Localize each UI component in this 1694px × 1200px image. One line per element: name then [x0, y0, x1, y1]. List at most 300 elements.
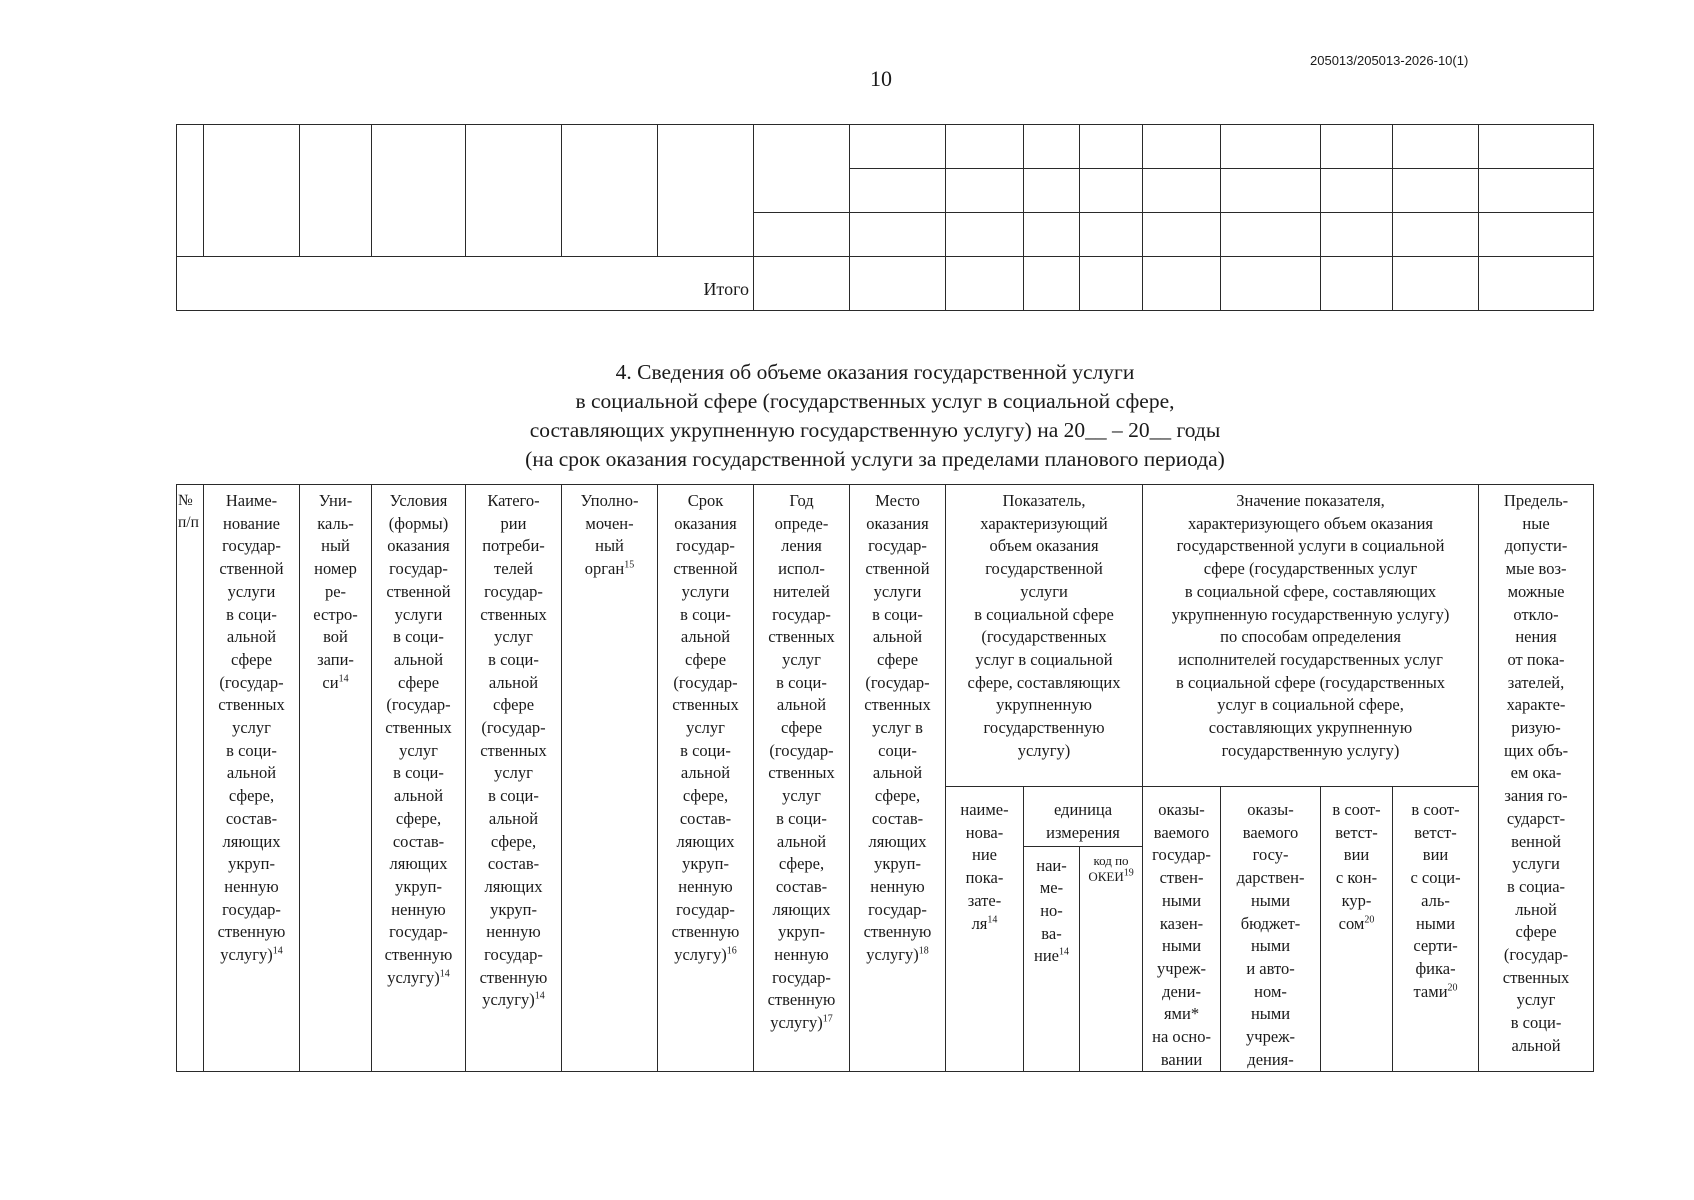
header-text: ный: [321, 536, 350, 556]
header-text: опреде-: [774, 513, 829, 533]
header-text: альной: [393, 786, 444, 806]
header-text-line: [466, 785, 561, 808]
header-text-line: [754, 876, 849, 899]
header-text: си: [322, 672, 339, 692]
header-text: государ-: [1152, 845, 1211, 865]
header-text: Наиме-: [225, 491, 278, 510]
header-text: ненную: [224, 876, 279, 896]
header-text-line: [204, 604, 299, 627]
header-text-line: [850, 694, 945, 717]
header-text: ными: [1250, 1004, 1291, 1024]
header-text: услуг: [686, 718, 725, 738]
header-text-line: [300, 626, 371, 649]
header-text: ные: [1522, 513, 1550, 533]
header-text: ными: [1161, 890, 1202, 910]
header-text: в соци-: [488, 649, 539, 669]
header-text-line: [204, 649, 299, 672]
header-text-line: [1393, 890, 1478, 913]
header-text: пока-: [965, 868, 1004, 888]
header-text: сфере (государственных услуг: [1203, 559, 1418, 579]
header-text: (государ-: [219, 672, 284, 692]
header-text: вой: [323, 627, 348, 647]
header-text-line: [372, 762, 465, 785]
header-text: ме-: [1039, 878, 1064, 898]
header-text: исполнителей государственных услуг: [1178, 649, 1443, 669]
header-text-line: [850, 672, 945, 695]
section-title-line: в социальной сфере (государственных услуг в социальной сфере,: [575, 389, 1175, 413]
header-text-line: [1321, 913, 1392, 936]
header-text-line: [1221, 913, 1320, 936]
header-text-line: [204, 535, 299, 558]
header-text: (формы): [388, 513, 449, 533]
header-value-kazennye: [1143, 787, 1221, 1072]
header-text-line: [300, 490, 371, 513]
header-text: Значение показателя,: [1236, 491, 1385, 510]
header-text-line: [754, 626, 849, 649]
header-text-line: [754, 581, 849, 604]
header-text-line: [946, 558, 1142, 581]
header-text-line: [1393, 822, 1478, 845]
header-text-line: [658, 513, 753, 536]
header-text: в соот-: [1332, 800, 1381, 819]
header-text-line: [850, 604, 945, 627]
header-text-line: [1479, 921, 1593, 944]
header-text: услугу): [866, 945, 919, 965]
header-text-line: [1479, 694, 1593, 717]
header-text: состав-: [487, 854, 540, 874]
header-text-line: [1143, 913, 1220, 936]
header-text-line: [850, 899, 945, 922]
header-text-line: [658, 672, 753, 695]
header-text-line: [946, 822, 1023, 845]
header-text-line: [658, 490, 753, 513]
header-text: измерения: [1046, 822, 1120, 842]
header-text: ственных: [672, 695, 739, 715]
header-text-line: [1024, 799, 1142, 822]
header-text-line: [1143, 558, 1478, 581]
header-text: (государ-: [865, 672, 930, 692]
header-text-line: [372, 740, 465, 763]
header-text: единица: [1053, 800, 1113, 819]
header-text-line: [1479, 626, 1593, 649]
header-text-line: [1221, 981, 1320, 1004]
table-row: [177, 257, 1594, 311]
header-text: государ-: [389, 922, 448, 942]
header-text-line: [466, 740, 561, 763]
header-text-line: [850, 831, 945, 854]
header-text-line: [372, 944, 465, 967]
header-text-line: [178, 512, 203, 534]
header-text-line: [946, 913, 1023, 936]
header-text-line: [372, 853, 465, 876]
header-text: ственную: [384, 945, 453, 965]
header-text: в соци-: [226, 740, 277, 760]
header-text: ственных: [218, 695, 285, 715]
header-text: сфере,: [682, 786, 729, 806]
header-text-line: [1143, 694, 1478, 717]
header-service-name: [204, 485, 300, 1072]
header-year: [754, 485, 850, 1072]
header-text-line: [466, 876, 561, 899]
header-text-line: [1479, 717, 1593, 740]
header-text: тами: [1413, 981, 1448, 1001]
header-text-line: [466, 490, 561, 513]
header-text-line: [1393, 799, 1478, 822]
header-text: естро-: [313, 604, 358, 624]
header-text-line: [1143, 604, 1478, 627]
header-text-line: [658, 899, 753, 922]
header-text-line: [754, 649, 849, 672]
header-text-line: [1143, 822, 1220, 845]
header-text-line: [372, 558, 465, 581]
header-text: ственную: [767, 990, 836, 1010]
header-text-line: [658, 944, 753, 967]
header-text-line: [658, 853, 753, 876]
header-text-line: [850, 740, 945, 763]
header-text: (государ-: [673, 672, 738, 692]
header-text: номер: [314, 559, 357, 579]
header-text: услуг: [494, 763, 533, 783]
header-text-line: [1143, 535, 1478, 558]
header-text-line: [300, 649, 371, 672]
header-text: серти-: [1413, 936, 1458, 956]
header-text-line: [946, 604, 1142, 627]
header-text: услуг в: [872, 718, 923, 738]
header-text: Срок: [687, 491, 724, 510]
header-value-group: [1143, 485, 1479, 787]
header-text-line: [658, 694, 753, 717]
header-text-line: [1321, 822, 1392, 845]
header-text-line: [754, 535, 849, 558]
header-text: объем оказания: [989, 536, 1099, 556]
header-text: ственных: [385, 718, 452, 738]
header-text: ном-: [1254, 981, 1287, 1001]
header-text-line: [204, 899, 299, 922]
header-text-line: [946, 694, 1142, 717]
header-text-line: [658, 876, 753, 899]
header-text-line: [466, 672, 561, 695]
header-text: характеризующего объем оказания: [1188, 513, 1433, 533]
header-text: сударст-: [1506, 808, 1566, 828]
header-text-line: [1143, 958, 1220, 981]
header-text-line: [204, 672, 299, 695]
header-text-line: [946, 867, 1023, 890]
header-text: соци-: [878, 740, 917, 760]
header-text: услуги: [227, 581, 276, 601]
header-text-line: [850, 921, 945, 944]
header-text: ственных: [480, 740, 547, 760]
header-text-line: [1143, 935, 1220, 958]
header-text: государ-: [484, 581, 543, 601]
header-text-line: [850, 558, 945, 581]
header-text-line: [300, 604, 371, 627]
header-text-line: [466, 944, 561, 967]
header-text-line: [372, 785, 465, 808]
header-text: услугу): [770, 1013, 823, 1033]
header-text-line: [1143, 890, 1220, 913]
header-text: по способам определения: [1220, 627, 1401, 647]
header-text: венной: [1511, 831, 1561, 851]
header-text: укруп-: [228, 854, 275, 874]
header-text: составляющих укрупненную: [1208, 718, 1413, 738]
header-text: ственной: [219, 559, 284, 579]
header-text-line: [658, 626, 753, 649]
header-text-line: [372, 535, 465, 558]
header-text: ненную: [678, 876, 733, 896]
header-text-line: [754, 672, 849, 695]
header-text: наиме-: [960, 800, 1009, 819]
header-text-line: [372, 513, 465, 536]
header-value-certificates: [1393, 787, 1479, 1072]
header-text-line: [204, 513, 299, 536]
header-unit-group: [1024, 787, 1143, 847]
header-text: учреж-: [1157, 958, 1207, 978]
header-text: запи-: [317, 649, 354, 669]
header-text: ля: [971, 913, 988, 933]
header-text: альной: [226, 763, 277, 783]
header-text-line: [1479, 513, 1593, 536]
section-title-line: (на срок оказания государственной услуги за пределами планового периода): [525, 447, 1225, 471]
header-text: государ-: [676, 899, 735, 919]
header-text: государ-: [772, 604, 831, 624]
header-text-line: [754, 717, 849, 740]
header-text-line: [850, 944, 945, 967]
header-text: Показатель,: [1002, 491, 1086, 510]
header-text: (государ-: [481, 718, 546, 738]
header-text: в соци-: [872, 604, 923, 624]
header-text-line: [754, 899, 849, 922]
header-text: оказы-: [1247, 800, 1294, 819]
table-row: [177, 125, 1594, 169]
header-text-line: [658, 717, 753, 740]
header-text: ОКЕИ: [1088, 868, 1124, 884]
header-text-line: [372, 717, 465, 740]
header-text: сфере: [397, 672, 440, 692]
header-text: сфере: [876, 649, 919, 669]
header-text-line: [1479, 853, 1593, 876]
header-text-line: [1221, 844, 1320, 867]
header-text: нителей: [773, 581, 830, 601]
header-text-line: [1221, 1003, 1320, 1026]
header-text-line: [850, 626, 945, 649]
header-text: государ-: [484, 945, 543, 965]
header-text: ными: [1250, 936, 1291, 956]
header-text: можные: [1507, 581, 1565, 601]
header-text: ветст-: [1414, 822, 1457, 842]
header-text-line: [1479, 808, 1593, 831]
footnote-ref: 14: [439, 968, 450, 980]
header-text: укруп-: [874, 854, 921, 874]
header-text-line: [562, 490, 657, 513]
header-text: альной: [680, 627, 731, 647]
header-text-line: [1393, 935, 1478, 958]
header-text-line: [300, 513, 371, 536]
document-code: 205013/205013-2026-10(1): [1310, 53, 1469, 68]
header-text-line: [1479, 785, 1593, 808]
header-text: услугу): [674, 945, 727, 965]
header-text-line: [946, 844, 1023, 867]
header-text-line: [658, 785, 753, 808]
header-text: государственную услугу): [1221, 740, 1400, 760]
header-text: государ-: [868, 536, 927, 556]
header-text: ственной: [865, 559, 930, 579]
header-text-line: [1393, 867, 1478, 890]
header-text: сфере,: [874, 786, 921, 806]
header-text: альной: [488, 672, 539, 692]
header-number: [177, 485, 204, 1072]
header-text-line: [1024, 923, 1079, 946]
header-text: услуг в социальной сфере,: [1217, 695, 1404, 715]
header-text-line: [466, 808, 561, 831]
header-text: учреж-: [1246, 1027, 1296, 1047]
header-text: щих объ-: [1503, 740, 1569, 760]
header-text: услугу): [387, 967, 440, 987]
header-text-line: [466, 717, 561, 740]
header-text: услуг: [782, 786, 821, 806]
header-text-line: [754, 558, 849, 581]
header-value-contest: [1321, 787, 1393, 1072]
header-text-line: [850, 649, 945, 672]
header-text-line: [1143, 581, 1478, 604]
header-text: орган: [584, 559, 625, 579]
header-text-line: [204, 853, 299, 876]
header-place: [850, 485, 946, 1072]
header-text: ственных: [768, 627, 835, 647]
header-text-line: [754, 1012, 849, 1035]
header-deviations: [1479, 485, 1594, 1072]
header-text: услуг: [782, 649, 821, 669]
footnote-ref: 14: [987, 914, 998, 926]
header-text-line: [1321, 799, 1392, 822]
header-text: укруп-: [395, 876, 442, 896]
header-text: ными: [1250, 890, 1291, 910]
header-text-line: [562, 513, 657, 536]
header-text: дения-: [1247, 1049, 1294, 1069]
previous-section-table: [176, 124, 1594, 311]
header-text-line: [372, 649, 465, 672]
header-text: государ-: [868, 899, 927, 919]
footnote-ref: 14: [338, 673, 349, 685]
header-text-line: [1143, 1049, 1220, 1072]
header-text-line: [946, 626, 1142, 649]
header-text: вании: [1160, 1049, 1203, 1069]
header-text: ственной: [386, 581, 451, 601]
header-text: с кон-: [1335, 868, 1378, 888]
header-text: в соци-: [776, 808, 827, 828]
header-text-line: [658, 831, 753, 854]
header-text: сфере,: [395, 808, 442, 828]
header-text: услуги: [1020, 581, 1068, 601]
header-text: ненную: [486, 922, 541, 942]
header-text-line: [1479, 581, 1593, 604]
header-text: ный: [595, 536, 624, 556]
header-text: альной: [872, 627, 923, 647]
header-text-line: [1479, 649, 1593, 672]
header-text: альной: [872, 763, 923, 783]
header-text-line: [1143, 981, 1220, 1004]
header-text: сфере: [780, 718, 823, 738]
header-text-line: [1479, 1012, 1593, 1035]
header-text-line: [1393, 958, 1478, 981]
header-text-line: [754, 853, 849, 876]
header-text: зания го-: [1504, 786, 1568, 806]
header-text: сфере,: [778, 854, 825, 874]
header-text: от пока-: [1507, 649, 1565, 669]
header-text-line: [1479, 876, 1593, 899]
header-text: государственную: [983, 718, 1105, 738]
section-title-line: составляющих укрупненную государственную услугу) на 20__ – 20__ годы: [529, 418, 1221, 442]
header-text: оказания: [866, 513, 929, 533]
header-text-line: [1143, 1003, 1220, 1026]
header-text-line: [562, 535, 657, 558]
header-text-line: [1393, 844, 1478, 867]
header-text-line: [1221, 867, 1320, 890]
header-text-line: [1479, 899, 1593, 922]
header-text: испол-: [778, 559, 825, 579]
header-text: в соци-: [1510, 1013, 1562, 1033]
footnote-ref: 20: [1364, 914, 1375, 926]
header-text: государ-: [222, 536, 281, 556]
header-text-line: [754, 785, 849, 808]
footnote-ref: 14: [534, 990, 545, 1002]
header-text-line: [372, 694, 465, 717]
header-text-line: [658, 581, 753, 604]
header-text: ненную: [774, 945, 829, 965]
header-text: с соци-: [1410, 868, 1461, 888]
header-text-line: [372, 876, 465, 899]
header-text: Уни-: [318, 491, 353, 510]
header-text: ления: [781, 536, 822, 556]
volume-table: [176, 484, 1594, 1072]
header-text-line: [204, 717, 299, 740]
header-text: оказания: [674, 513, 737, 533]
header-text: ваемого: [1242, 822, 1299, 842]
header-text-line: [466, 967, 561, 990]
header-text: ляющих: [676, 831, 735, 851]
header-text-line: [658, 604, 753, 627]
header-text: кур-: [1341, 890, 1372, 910]
header-text-line: [466, 762, 561, 785]
header-text-line: [1479, 604, 1593, 627]
header-indicator-name: [946, 787, 1024, 1072]
header-text-line: [1143, 1026, 1220, 1049]
header-text: ре-: [324, 581, 347, 601]
header-text: ными: [1161, 936, 1202, 956]
header-text-line: [946, 717, 1142, 740]
header-text-line: [466, 831, 561, 854]
header-text-line: [1143, 626, 1478, 649]
header-text-line: [1221, 822, 1320, 845]
header-text-line: [1143, 717, 1478, 740]
header-text: Условия: [389, 491, 448, 510]
header-text: нование: [223, 513, 280, 533]
header-text: сфере: [492, 695, 535, 715]
header-text-line: [466, 899, 561, 922]
header-text-line: [946, 490, 1142, 513]
footnote-ref: 19: [1123, 867, 1134, 879]
header-text: услуги: [1512, 854, 1560, 874]
header-text-line: [1479, 558, 1593, 581]
footnote-ref: 20: [1447, 982, 1458, 994]
header-text: фика-: [1415, 958, 1456, 978]
header-text: ственную: [217, 922, 286, 942]
header-text: ственных: [480, 604, 547, 624]
header-consumer-categories: [466, 485, 562, 1072]
header-text: дарствен-: [1236, 868, 1305, 888]
header-text-line: [562, 558, 657, 581]
header-text: мочен-: [585, 513, 634, 533]
header-unit-name: [1024, 846, 1080, 1072]
